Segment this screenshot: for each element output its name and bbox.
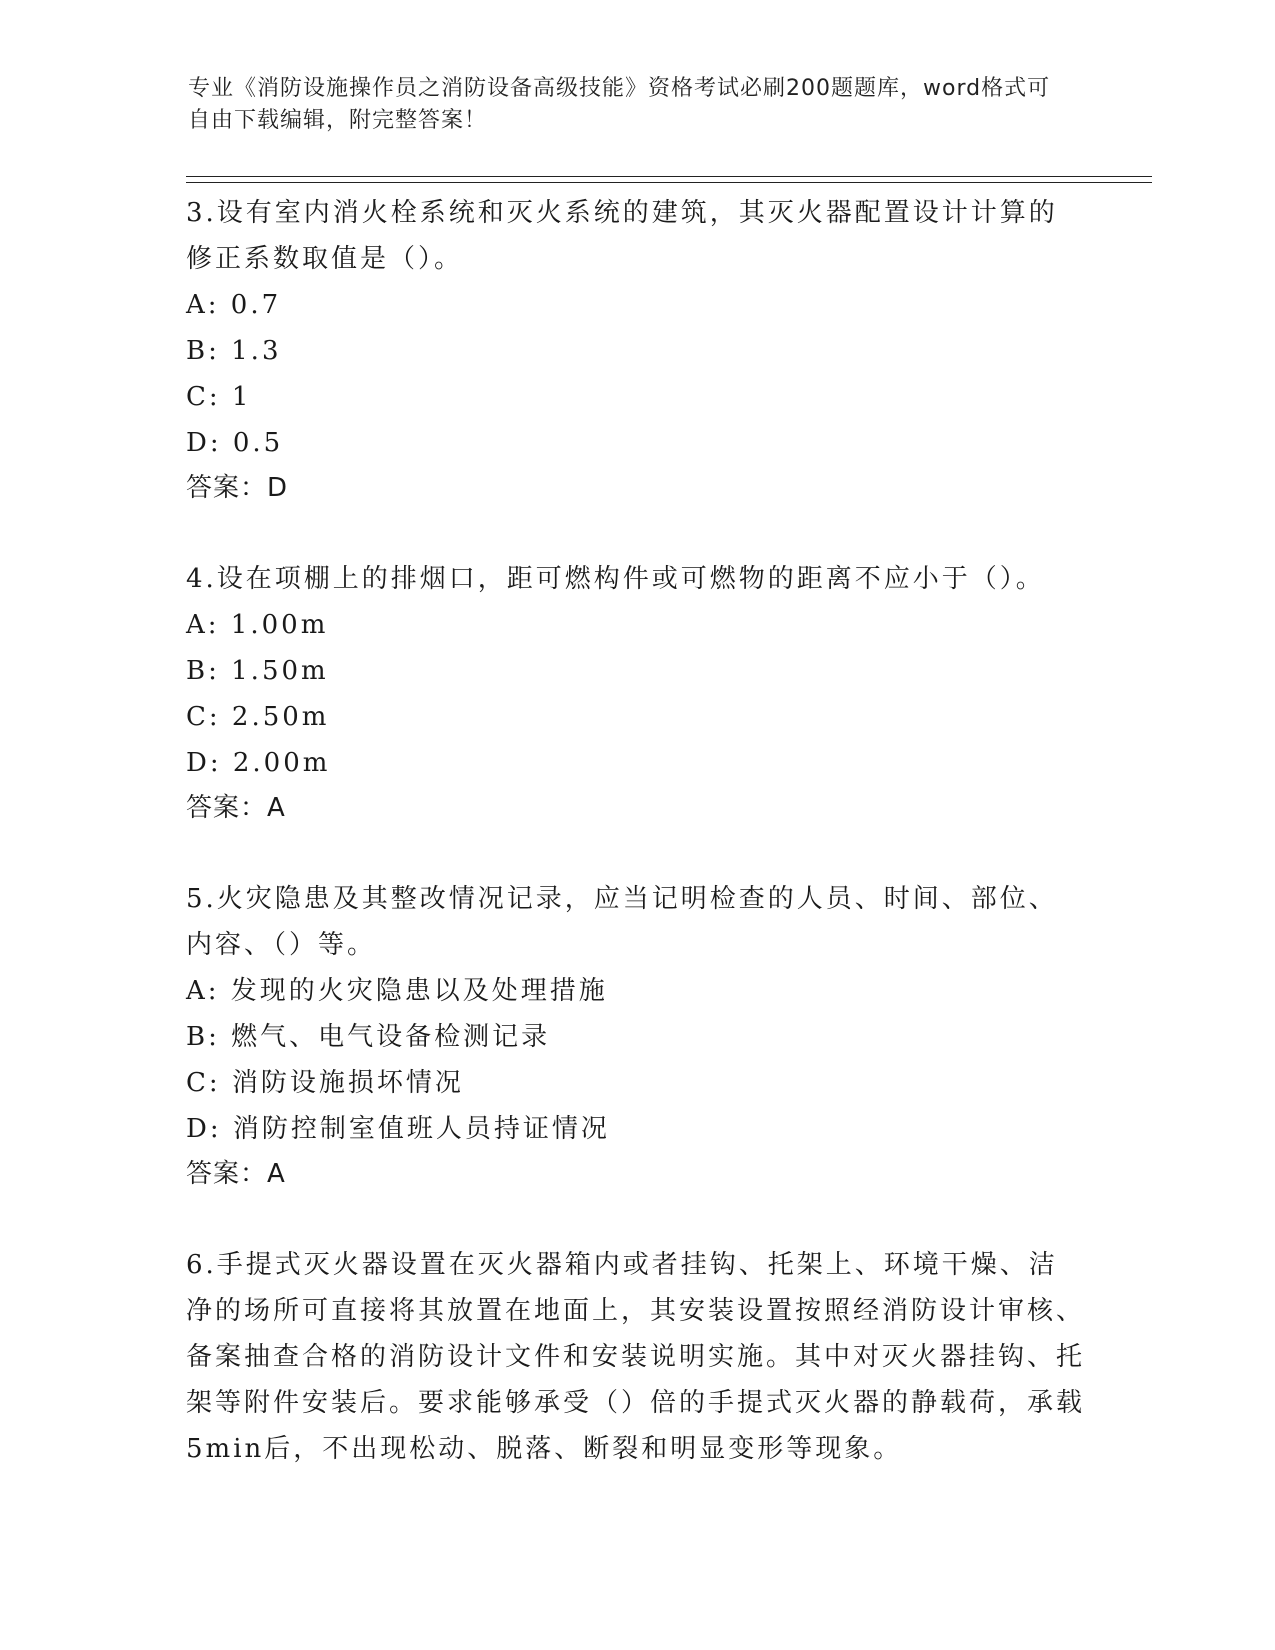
question-stem: 5.火灾隐患及其整改情况记录，应当记明检查的人员、时间、部位、内容、（）等。: [186, 884, 1058, 960]
question-list: [186, 190, 1086, 1518]
option-b: B: 1.50m: [186, 656, 329, 686]
question-stem: 3.设有室内消火栓系统和灭火系统的建筑，其灭火器配置设计计算的修正系数取值是（）。: [186, 198, 1058, 274]
header-divider-top: [186, 176, 1152, 177]
header-divider-bottom: [186, 182, 1152, 183]
answer-line: 答案：A: [186, 1159, 286, 1189]
answer-line: 答案：A: [186, 793, 286, 823]
question-5: [186, 876, 1086, 1196]
option-c: C: 2.50m: [186, 702, 330, 732]
option-d: D: 0.5: [186, 428, 284, 458]
option-b: B: 燃气、电气设备检测记录: [186, 1022, 551, 1052]
question-6: [186, 1242, 1086, 1472]
question-stem: 6.手提式灭火器设置在灭火器箱内或者挂钩、托架上、环境干燥、洁净的场所可直接将其放置在地面上，其安装设置按照经消防设计审核、备案抽查合格的消防设计文件和安装说明实施。其中对灭火器挂钩、托架等附件安装后。要求能够承受（）倍的手提式灭火器的静载荷，承载5min后，不出现松动、脱落、断裂和明显变形等现象。: [186, 1250, 1086, 1464]
option-b: B: 1.3: [186, 336, 282, 366]
option-c: C: 消防设施损坏情况: [186, 1068, 464, 1098]
document-header: 专业《消防设施操作员之消防设备高级技能》资格考试必刷200题题库，word格式可自由下载编辑，附完整答案！: [188, 76, 1051, 133]
answer-line: 答案：D: [186, 473, 289, 503]
option-d: D: 消防控制室值班人员持证情况: [186, 1114, 610, 1144]
option-d: D: 2.00m: [186, 748, 331, 778]
option-a: A: 1.00m: [186, 610, 329, 640]
option-c: C: 1: [186, 382, 252, 412]
question-3: [186, 190, 1086, 510]
option-a: A: 0.7: [186, 290, 282, 320]
question-stem: 4.设在项棚上的排烟口，距可燃构件或可燃物的距离不应小于（）。: [186, 564, 1045, 594]
option-a: A: 发现的火灾隐患以及处理措施: [186, 976, 608, 1006]
question-4: [186, 556, 1086, 830]
